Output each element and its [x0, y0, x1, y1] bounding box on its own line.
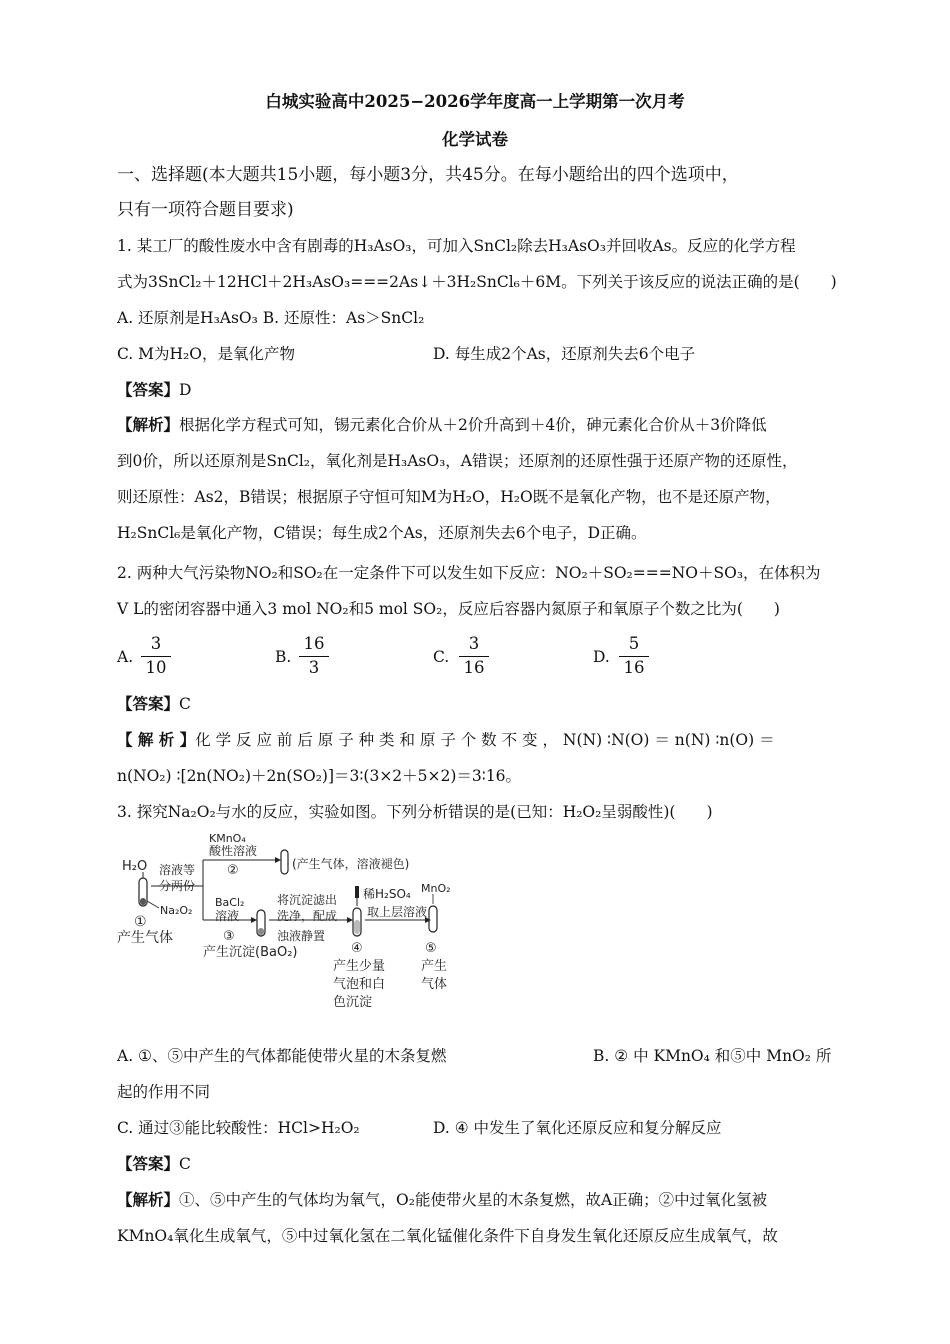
- fraction-numerator: 16: [303, 634, 325, 653]
- experiment-diagram: [117, 828, 477, 1018]
- option-label: A.: [117, 648, 134, 666]
- answer-label: 【答案】: [117, 1154, 180, 1173]
- q1-answer: [117, 380, 191, 400]
- q3-option-c: C. 通过③能比较酸性：HCl>H₂O₂: [117, 1119, 360, 1137]
- q3-answer: [117, 1154, 191, 1174]
- fraction-denominator: 10: [145, 658, 167, 677]
- dropper-icon: [355, 886, 359, 906]
- fraction-denominator: 16: [623, 658, 645, 677]
- circle-4: ④: [351, 941, 363, 956]
- fraction-numerator: 3: [468, 634, 480, 653]
- q2-stem-line1: 2. 两种大气污染物NO₂和SO₂在一定条件下可以发生如下反应：NO₂＋SO₂===NO＋SO₃，在体积为: [117, 564, 821, 582]
- q2-stem-line2: V L的密闭容器中通入3 mol NO₂和5 mol SO₂，反应后容器内氮原子和氧原子个数之比为( ): [117, 600, 780, 618]
- answer-value: C: [179, 695, 191, 713]
- q1-stem-line1: 1. 某工厂的酸性废水中含有剧毒的H₃AsO₃，可加入SnCl₂除去H₃AsO₃并回收As。反应的化学方程: [117, 237, 796, 255]
- split-label-1: 溶液等: [159, 863, 196, 877]
- answer-label: 【答案】: [117, 694, 180, 713]
- exam-subject: 化学试卷: [442, 130, 508, 149]
- q1-analysis-line2: 到0价，所以还原剂是SnCl₂，氧化剂是H₃AsO₃，A错误；还原剂的还原性强于还原产物的还原性，: [117, 452, 798, 470]
- analysis-text: 根据化学方程式可知，锡元素化合价从＋2价升高到＋4价，砷元素化合价从＋3价降低: [179, 416, 767, 434]
- q1-option-c: C. M为H₂O，是氧化产物: [117, 345, 295, 363]
- q1-analysis-line3: 则还原性：As2，B错误；根据原子守恒可知M为H₂O，H₂O既不是氧化产物，也不是还原产物，: [117, 488, 781, 506]
- test-tube-3-icon: [257, 910, 265, 936]
- na2o2-label: Na₂O₂: [160, 904, 193, 917]
- precipitate-3-label: 产生沉淀(BaO₂): [203, 945, 298, 960]
- fraction-bar: [299, 656, 329, 657]
- result-5-line1: 产生: [421, 959, 448, 974]
- split-label-2: 分两份: [159, 879, 196, 893]
- analysis-text: ①、⑤中产生的气体均为氧气，O₂能使带火星的木条复燃，故A正确；②中过氧化氢被: [179, 1191, 768, 1209]
- q3-option-d: D. ④ 中发生了氧化还原反应和复分解反应: [433, 1119, 722, 1137]
- fraction-numerator: 5: [628, 634, 640, 653]
- q1-stem-line2: 式为3SnCl₂＋12HCl＋2H₃AsO₃===2As↓＋3H₂SnCl₆＋6M。下列关于该反应的说法正确的是( ): [117, 273, 837, 291]
- bacl2-solution-label: 溶液: [215, 909, 240, 923]
- q1-options-ab: A. 还原剂是H₃AsO₃ B. 还原性：As＞SnCl₂: [117, 309, 425, 327]
- circle-3: ③: [223, 929, 235, 944]
- analysis-label: 【解析】: [117, 415, 180, 434]
- q3-analysis-line1: [117, 1190, 767, 1210]
- step-label-1: 将沉淀滤出: [277, 893, 338, 907]
- q2-answer: [117, 694, 191, 714]
- q2-analysis-line1: [117, 730, 775, 750]
- kmno4-label: KMnO₄: [209, 832, 246, 845]
- q3-option-a: A. ①、⑤中产生的气体都能使带火星的木条复燃: [117, 1047, 447, 1065]
- section-heading-line1: 一、选择题(本大题共15小题，每小题3分，共45分。在每小题给出的四个选项中，: [117, 165, 739, 185]
- test-tube-2-icon: [281, 850, 288, 874]
- result-4-line3: 色沉淀: [333, 995, 373, 1010]
- answer-value: D: [179, 381, 192, 399]
- analysis-label: 【 解 析 】: [117, 730, 196, 749]
- fraction-numerator: 3: [150, 634, 162, 653]
- fraction-bar: [141, 656, 171, 657]
- fraction-bar: [619, 656, 649, 657]
- bacl2-label: BaCl₂: [215, 896, 245, 909]
- result-4-line2: 气泡和白: [333, 977, 386, 992]
- result-2-label: (产生气体，溶液褪色): [292, 857, 410, 871]
- q1-analysis-line1: [117, 415, 767, 435]
- circle-1: ①: [134, 914, 147, 930]
- option-label: B.: [275, 648, 292, 666]
- answer-label: 【答案】: [117, 380, 180, 399]
- kmno4-acid-label: 酸性溶液: [209, 844, 258, 858]
- option-label: C.: [433, 648, 450, 666]
- test-tube-1-icon: [139, 878, 147, 906]
- section-heading-line2: 只有一项符合题目要求): [117, 200, 294, 220]
- exam-title: 白城实验高中2025−2026学年度高一上学期第一次月考: [265, 92, 685, 111]
- analysis-label: 【解析】: [117, 1190, 180, 1209]
- result-4-line1: 产生少量: [333, 959, 386, 974]
- fraction-denominator: 3: [308, 658, 320, 677]
- option-label: D.: [593, 648, 610, 666]
- step-label-2: 洗净，配成: [277, 909, 338, 923]
- q3-option-b-line1: B. ② 中 KMnO₄ 和⑤中 MnO₂ 所: [593, 1047, 832, 1065]
- q3-stem: 3. 探究Na₂O₂与水的反应，实验如图。下列分析错误的是(已知：H₂O₂呈弱酸性)( ): [117, 803, 713, 821]
- test-tube-5-icon: [429, 906, 437, 932]
- circle-2: ②: [227, 863, 239, 878]
- fraction-denominator: 16: [463, 658, 485, 677]
- h2o-label: H₂O: [122, 859, 148, 874]
- circle-5: ⑤: [425, 941, 437, 956]
- upper-solution-label: 取上层溶液: [367, 905, 428, 919]
- fraction-bar: [459, 656, 489, 657]
- q1-analysis-line4: H₂SnCl₆是氧化产物，C错误；每生成2个As，还原剂失去6个电子，D正确。: [117, 524, 647, 542]
- h2so4-label: 稀H₂SO₄: [363, 887, 411, 901]
- mno2-label: MnO₂: [421, 882, 451, 895]
- q1-option-d: D. 每生成2个As，还原剂失去6个电子: [433, 345, 696, 363]
- gas-1-label: 产生气体: [117, 930, 173, 946]
- test-tube-4-icon: [353, 908, 361, 936]
- step-label-3: 浊液静置: [277, 929, 326, 943]
- analysis-text: 化 学 反 应 前 后 原 子 种 类 和 原 子 个 数 不 变 ， N(N) ∶N(O) ＝ n(N) ∶n(O) ＝: [195, 731, 775, 749]
- q3-analysis-line2: KMnO₄氧化生成氧气，⑤中过氧化氢在二氧化锰催化条件下自身发生氧化还原反应生成氧气，故: [117, 1227, 778, 1245]
- q2-analysis-line2: n(NO₂) ∶[2n(NO₂)＋2n(SO₂)]＝3∶(3×2＋5×2)＝3∶16。: [117, 767, 522, 785]
- q3-option-b-line2: 起的作用不同: [117, 1083, 211, 1101]
- answer-value: C: [179, 1155, 191, 1173]
- result-5-line2: 气体: [421, 977, 448, 992]
